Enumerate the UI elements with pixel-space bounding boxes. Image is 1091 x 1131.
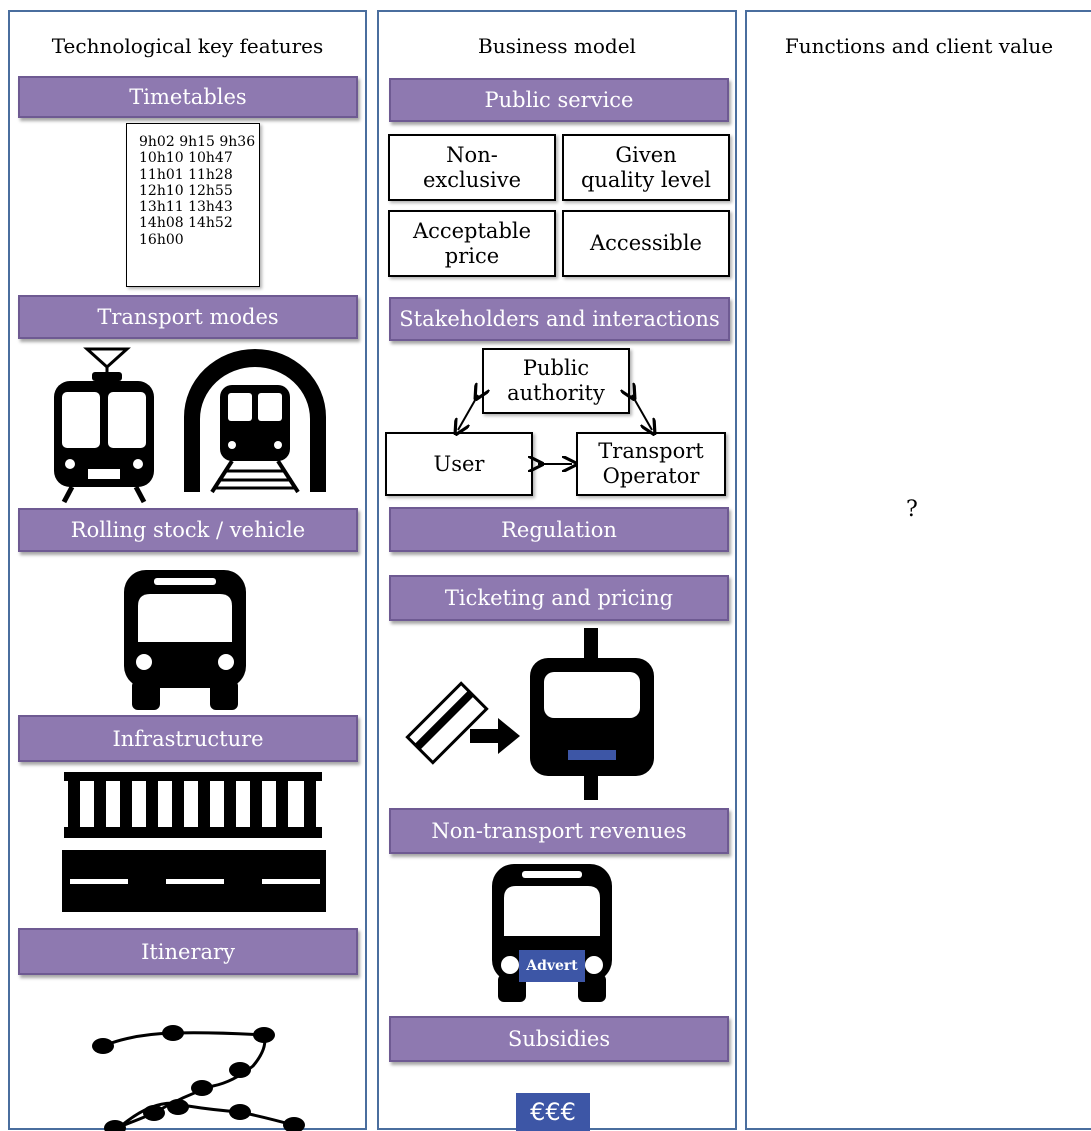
timetable-line: 12h10 12h55	[139, 182, 233, 199]
box-non-exclusive: Non- exclusive	[388, 134, 556, 201]
box-public-authority: Public authority	[482, 348, 630, 414]
stakeholder-arrows-icon	[440, 380, 670, 480]
box-user: User	[385, 432, 533, 496]
section-transport-modes: Transport modes	[18, 295, 358, 339]
subsidies-euro-symbol: €€€	[516, 1093, 590, 1131]
section-public-service: Public service	[389, 78, 729, 122]
section-rolling-stock: Rolling stock / vehicle	[18, 508, 358, 552]
section-non-transport-revenues: Non-transport revenues	[389, 808, 729, 854]
timetable-line: 11h01 11h28	[139, 166, 233, 183]
box-transport-operator: Transport Operator	[576, 432, 726, 496]
column-functions-client-value	[745, 10, 1091, 1130]
timetable-line: 9h02 9h15 9h36	[139, 134, 256, 150]
timetable-line: 14h08 14h52	[139, 215, 233, 232]
timetable-line: 13h11 13h43	[139, 199, 233, 216]
section-itinerary: Itinerary	[18, 928, 358, 975]
column-title-tech: Technological key features	[51, 34, 324, 58]
timetable-line: 10h10 10h47	[139, 150, 233, 167]
metro-icon	[180, 347, 330, 492]
box-acceptable-price: Acceptable price	[388, 210, 556, 277]
timetable-box	[126, 123, 260, 287]
road-icon	[62, 850, 326, 912]
functions-placeholder: ?	[906, 497, 918, 522]
section-subsidies: Subsidies	[389, 1016, 729, 1062]
bus-icon	[124, 570, 246, 710]
timetable-line: 16h00	[139, 231, 184, 248]
ticket-validator-icon	[530, 628, 654, 800]
box-given-quality-level: Given quality level	[562, 134, 730, 201]
section-regulation: Regulation	[389, 507, 729, 552]
section-stakeholders: Stakeholders and interactions	[389, 297, 730, 341]
itinerary-route-icon	[88, 1010, 313, 1128]
rail-track-icon	[64, 772, 322, 838]
section-infrastructure: Infrastructure	[18, 715, 358, 762]
arrow-right-icon	[470, 718, 520, 754]
tram-icon	[52, 347, 162, 502]
advert-label: Advert	[519, 950, 585, 982]
column-title-business: Business model	[478, 34, 636, 58]
box-accessible: Accessible	[562, 210, 730, 277]
section-timetables: Timetables	[18, 76, 358, 118]
section-ticketing-pricing: Ticketing and pricing	[389, 575, 729, 621]
column-title-functions: Functions and client value	[784, 34, 1054, 58]
